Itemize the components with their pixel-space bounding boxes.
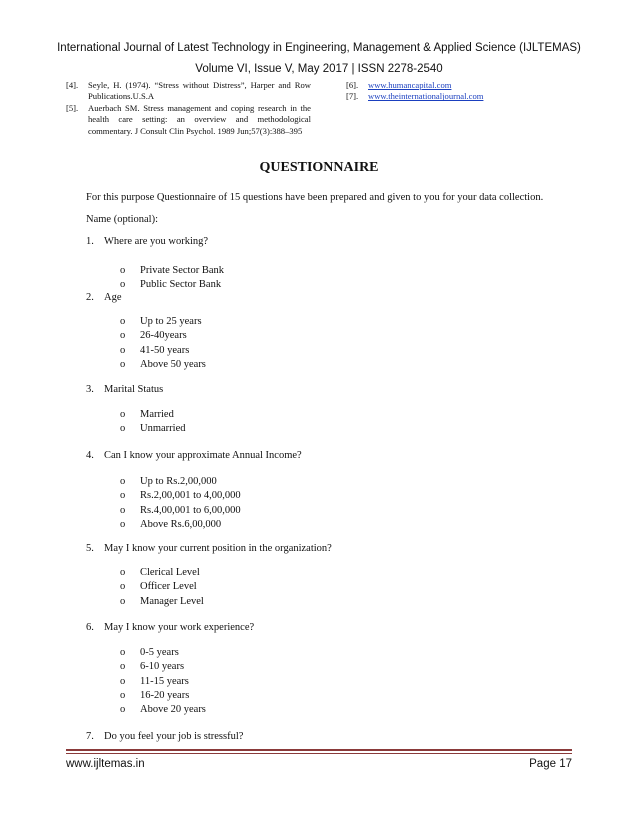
option-label: Private Sector Bank	[140, 265, 224, 276]
question-text: Where are you working?	[104, 236, 209, 247]
option-label: 0-5 years	[140, 647, 179, 658]
answer-option	[120, 581, 197, 592]
answer-option	[120, 476, 217, 487]
option-label: 26-40years	[140, 330, 187, 342]
reference-item	[346, 91, 576, 102]
questionnaire-intro: For this purpose Questionnaire of 15 questions have been prepared and given to you for your data collection.	[86, 192, 544, 203]
answer-option	[120, 423, 185, 434]
option-label: Officer Level	[140, 581, 197, 593]
answer-option	[120, 647, 179, 658]
answer-option	[120, 409, 174, 420]
question-number: 7.	[86, 731, 94, 742]
option-label: Public Sector Bank	[140, 279, 222, 291]
questionnaire-title: QUESTIONNAIRE	[259, 160, 379, 175]
option-label: 16-20 years	[140, 689, 190, 701]
bullet-marker: o	[120, 704, 126, 716]
footer-website: www.ijltemas.in	[66, 758, 145, 770]
answer-option	[120, 567, 200, 578]
references-right-column	[346, 80, 576, 103]
answer-option	[120, 265, 224, 276]
question-item	[86, 731, 243, 742]
question-text: Can I know your approximate Annual Income?	[104, 450, 302, 461]
option-label: Married	[140, 409, 174, 420]
reference-text: Seyle, H. (1974). “Stress without Distress”, Harper and Row Publications.U.S.A	[88, 80, 311, 102]
answer-option	[120, 279, 221, 290]
answer-option	[120, 505, 241, 516]
option-label: Manager Level	[140, 595, 204, 607]
reference-item	[66, 103, 311, 137]
option-label: Clerical Level	[140, 567, 200, 578]
bullet-marker: o	[120, 316, 126, 327]
question-text: Age	[104, 292, 122, 303]
answer-option	[120, 690, 189, 701]
answer-option	[120, 676, 189, 687]
footer-divider-thin	[66, 753, 572, 754]
bullet-marker: o	[120, 344, 126, 356]
answer-option	[120, 704, 206, 715]
question-number: 5.	[86, 543, 94, 554]
bullet-marker: o	[120, 265, 126, 276]
answer-option	[120, 519, 221, 530]
bullet-marker: o	[120, 581, 126, 593]
question-text: May I know your current position in the organization?	[104, 543, 332, 554]
reference-number: [6].	[346, 80, 359, 90]
option-label: Rs.4,00,001 to 6,00,000	[140, 504, 241, 516]
question-item	[86, 622, 254, 633]
bullet-marker: o	[120, 689, 126, 701]
question-item	[86, 450, 302, 461]
question-item	[86, 543, 332, 554]
reference-link[interactable]: www.humancapital.com	[368, 80, 452, 90]
option-label: Above 20 years	[140, 704, 206, 716]
reference-number: [4].	[66, 80, 79, 90]
bullet-marker: o	[120, 595, 126, 607]
question-text: May I know your work experience?	[104, 622, 255, 633]
bullet-marker: o	[120, 409, 126, 420]
journal-title: International Journal of Latest Technology in Engineering, Management & Applied Science (IJLTEMAS)	[57, 42, 581, 54]
bullet-marker: o	[120, 423, 126, 435]
bullet-marker: o	[120, 661, 126, 673]
answer-option	[120, 345, 189, 356]
option-label: Above Rs.6,00,000	[140, 518, 222, 530]
bullet-marker: o	[120, 518, 126, 530]
answer-option	[120, 596, 204, 607]
reference-number: [5].	[66, 102, 79, 113]
question-item	[86, 292, 122, 303]
bullet-marker: o	[120, 358, 126, 370]
bullet-marker: o	[120, 504, 126, 516]
option-label: Rs.2,00,001 to 4,00,000	[140, 490, 241, 502]
question-number: 6.	[86, 622, 94, 633]
bullet-marker: o	[120, 647, 126, 658]
question-number: 3.	[86, 384, 94, 395]
question-number: 1.	[86, 236, 94, 247]
reference-item	[66, 80, 311, 103]
question-number: 2.	[86, 292, 94, 303]
option-label: Up to 25 years	[140, 316, 202, 327]
bullet-marker: o	[120, 330, 126, 342]
answer-option	[120, 490, 241, 501]
question-number: 4.	[86, 450, 94, 461]
option-label: 41-50 years	[140, 344, 190, 356]
question-text: Do you feel your job is stressful?	[104, 731, 244, 742]
option-label: Above 50 years	[140, 358, 206, 370]
question-text: Marital Status	[104, 384, 164, 395]
answer-option	[120, 661, 184, 672]
question-item	[86, 236, 208, 247]
bullet-marker: o	[120, 279, 126, 291]
answer-option	[120, 316, 202, 327]
name-field-label: Name (optional):	[86, 214, 159, 225]
references-left-column	[66, 80, 311, 137]
footer-divider	[66, 749, 572, 751]
bullet-marker: o	[120, 567, 126, 578]
option-label: Unmarried	[140, 423, 186, 435]
answer-option	[120, 359, 206, 370]
option-label: 11-15 years	[140, 675, 189, 687]
question-item	[86, 384, 163, 395]
reference-number: [7].	[346, 91, 359, 102]
journal-issue: Volume VI, Issue V, May 2017 | ISSN 2278-2540	[195, 63, 443, 75]
reference-text: Auerbach SM. Stress management and coping research in the health care setting: an overview and methodological commentary. J Consult Clin Psychol. 1989 Jun;57(3):388–395	[88, 102, 311, 136]
journal-header	[0, 38, 638, 80]
footer-page-number: Page 17	[529, 758, 572, 770]
option-label: 6-10 years	[140, 661, 185, 673]
option-label: Up to Rs.2,00,000	[140, 476, 217, 487]
bullet-marker: o	[120, 675, 126, 687]
reference-link[interactable]: www.theinternationaljournal.com	[368, 91, 484, 102]
bullet-marker: o	[120, 490, 126, 502]
reference-item	[346, 80, 576, 91]
bullet-marker: o	[120, 476, 126, 487]
answer-option	[120, 330, 187, 341]
